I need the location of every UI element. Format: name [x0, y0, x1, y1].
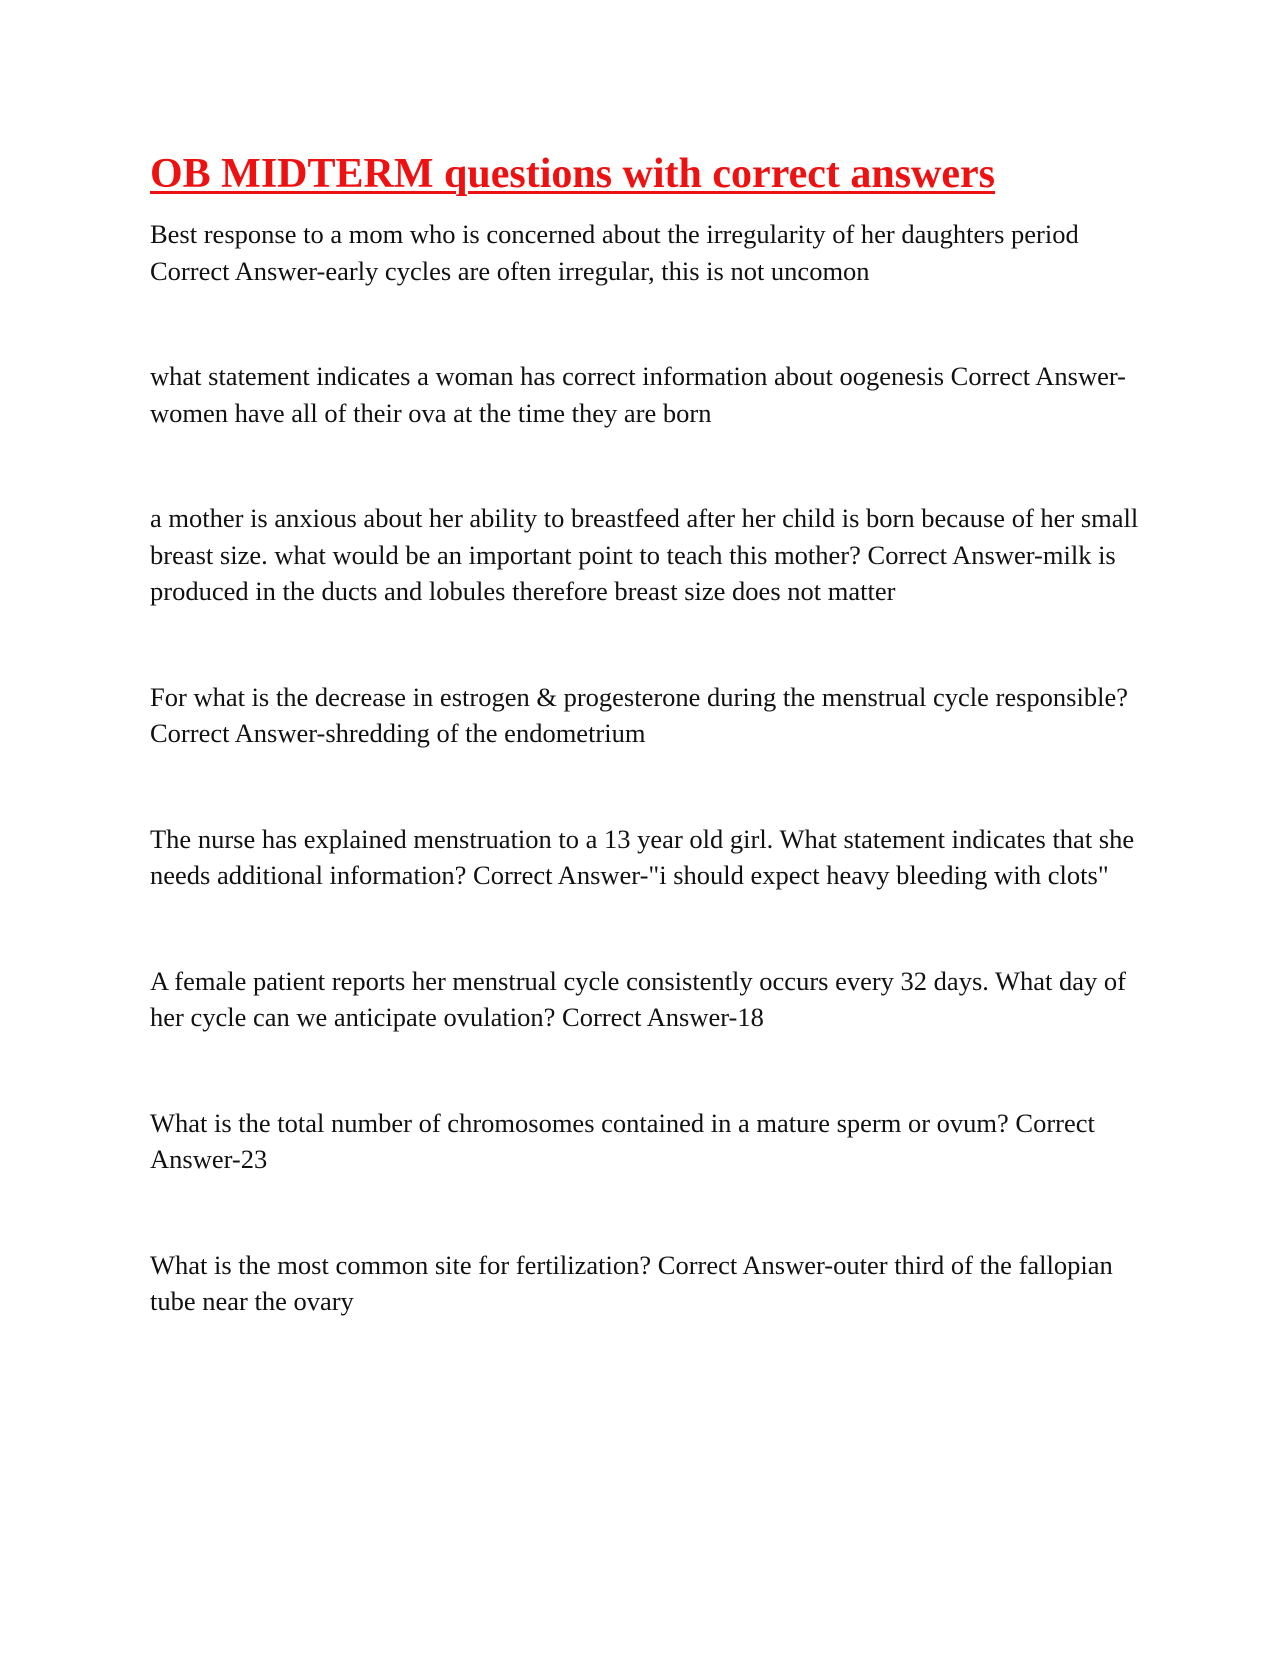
question-answer-item: For what is the decrease in estrogen & progesterone during the menstrual cycle responsible? Correct Answer-shredding of the endometrium — [150, 681, 1128, 748]
document-title: OB MIDTERM questions with correct answers — [150, 151, 996, 197]
question-answer-item: A female patient reports her menstrual cycle consistently occurs every 32 days. What day of her cycle can we anticipate ovulation? Correct Answer-18 — [150, 965, 1126, 1032]
question-answer-item: Best response to a mom who is concerned about the irregularity of her daughters period Correct Answer-early cycles are often irregular, this is not uncomon — [150, 219, 1079, 286]
question-answer-item: The nurse has explained menstruation to a 13 year old girl. What statement indicates that she needs additional information? Correct Answer-"i should expect heavy bleeding with clots" — [150, 823, 1135, 890]
question-answer-list — [150, 216, 1140, 1320]
question-answer-item: What is the most common site for fertilization? Correct Answer-outer third of the fallopian tube near the ovary — [150, 1249, 1113, 1316]
question-answer-item: a mother is anxious about her ability to breastfeed after her child is born because of her small breast size. what would be an important point to teach this mother? Correct Answer-milk is produced in the ducts and lobules therefore breast size does not matter — [150, 503, 1139, 606]
question-answer-item: What is the total number of chromosomes contained in a mature sperm or ovum? Correct Answer-23 — [150, 1107, 1095, 1174]
question-answer-item: what statement indicates a woman has correct information about oogenesis Correct Answer-women have all of their ova at the time they are born — [150, 361, 1126, 428]
document-content — [150, 148, 1140, 1320]
